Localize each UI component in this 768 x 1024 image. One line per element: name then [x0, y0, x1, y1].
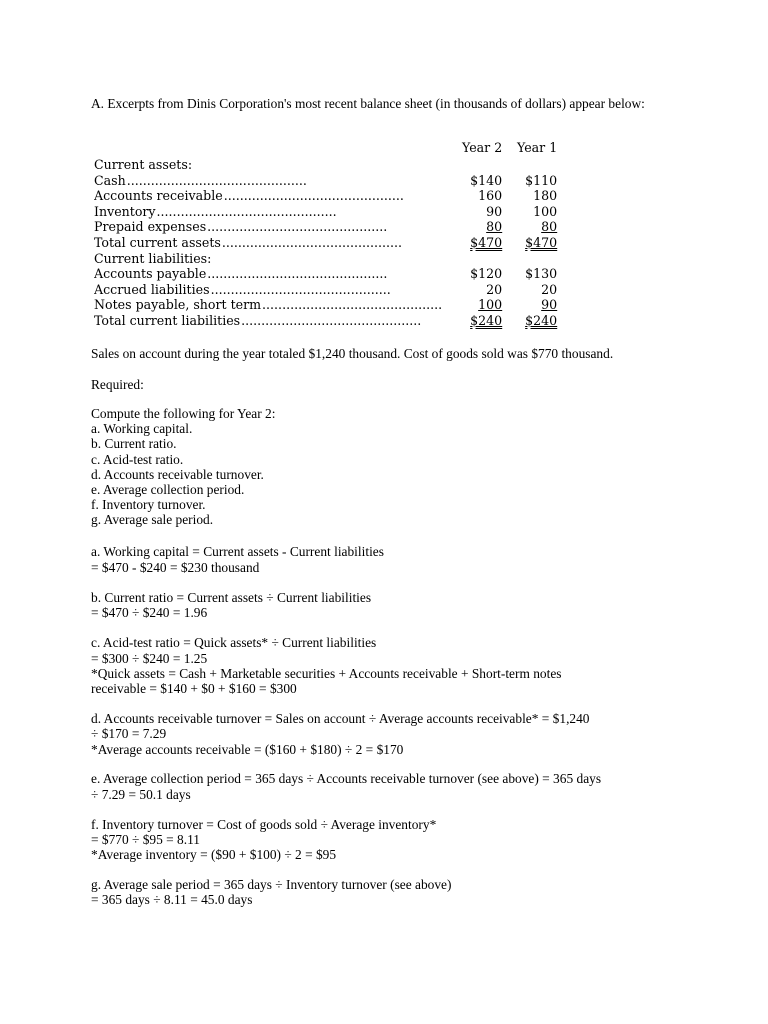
list-item: e. Average collection period. — [91, 482, 245, 497]
list-item: a. Working capital. — [91, 421, 193, 436]
intro-paragraph: A. Excerpts from Dinis Corporation's most recent balance sheet (in thousands of dollars) appear below: — [91, 96, 645, 111]
row-label: Total current assets............................................. — [94, 234, 403, 250]
answer-a-line: a. Working capital = Current assets - Current liabilities — [91, 544, 384, 559]
answer-c-line: receivable = $140 + $0 + $160 = $300 — [91, 681, 297, 696]
list-item: g. Average sale period. — [91, 512, 214, 527]
table-row — [94, 235, 557, 251]
year1-value: 90 — [541, 297, 558, 313]
list-item: c. Acid-test ratio. — [91, 452, 184, 467]
list-item: d. Accounts receivable turnover. — [91, 467, 264, 482]
year1-value: 100 — [533, 203, 558, 219]
year2-value: 160 — [478, 188, 503, 204]
table-row — [94, 282, 557, 298]
year2-value: 20 — [486, 281, 503, 297]
answer-g-line: g. Average sale period = 365 days ÷ Inventory turnover (see above) — [91, 877, 452, 892]
answer-d-line: d. Accounts receivable turnover = Sales on account ÷ Average accounts receivable* = $1,240 — [91, 711, 590, 726]
row-label: Current liabilities: — [94, 250, 212, 266]
year1-total: $470 — [525, 234, 558, 250]
answer-c-line: = $300 ÷ $240 = 1.25 — [91, 651, 208, 666]
row-label: Cash............................................. — [94, 172, 307, 188]
answer-b-line: = $470 ÷ $240 = 1.96 — [91, 605, 208, 620]
year1-value: 180 — [533, 188, 558, 204]
answer-c-line: c. Acid-test ratio = Quick assets* ÷ Current liabilities — [91, 635, 377, 650]
row-label: Current assets: — [94, 157, 193, 172]
year2-value: 100 — [478, 297, 503, 313]
year2-total: $470 — [470, 234, 503, 250]
table-row — [94, 266, 557, 282]
table-row — [94, 297, 557, 313]
answer-d-line: ÷ $170 = 7.29 — [91, 726, 167, 741]
year2-value: $120 — [470, 266, 503, 282]
answer-b-line: b. Current ratio = Current assets ÷ Current liabilities — [91, 590, 372, 605]
balance-sheet-table — [94, 139, 557, 329]
year1-header: Year 1 — [516, 140, 558, 156]
list-item: f. Inventory turnover. — [91, 497, 206, 512]
table-header-row — [94, 139, 557, 157]
table-row — [94, 173, 557, 189]
table-row — [94, 251, 557, 267]
year1-value: $130 — [525, 266, 558, 282]
answer-a-line: = $470 - $240 = $230 thousand — [91, 560, 260, 575]
table-row — [94, 188, 557, 204]
year2-total: $240 — [470, 312, 503, 328]
sales-statement: Sales on account during the year totaled $1,240 thousand. Cost of goods sold was $770 thousand. — [91, 346, 614, 361]
year1-value: $110 — [525, 172, 558, 188]
compute-heading: Compute the following for Year 2: — [91, 406, 276, 421]
answer-e-line: e. Average collection period = 365 days ÷ Accounts receivable turnover (see above) = 365 days — [91, 771, 602, 786]
row-label: Notes payable, short term............................................. — [94, 297, 443, 313]
answer-c-line: *Quick assets = Cash + Marketable securities + Accounts receivable + Short-term notes — [91, 666, 562, 681]
row-label: Accrued liabilities............................................. — [94, 281, 391, 297]
row-label: Total current liabilities............................................. — [94, 312, 422, 328]
table-row — [94, 157, 557, 173]
table-row — [94, 313, 557, 329]
row-label: Inventory............................................. — [94, 203, 337, 219]
year1-total: $240 — [525, 312, 558, 328]
year2-value: $140 — [470, 172, 503, 188]
answer-e-line: ÷ 7.29 = 50.1 days — [91, 787, 191, 802]
answer-f-line: = $770 ÷ $95 = 8.11 — [91, 832, 200, 847]
year2-value: 80 — [486, 219, 503, 235]
table-row — [94, 219, 557, 235]
answer-f-line: f. Inventory turnover = Cost of goods sold ÷ Average inventory* — [91, 817, 437, 832]
row-label: Accounts payable............................................. — [94, 266, 388, 282]
answer-f-line: *Average inventory = ($90 + $100) ÷ 2 = $95 — [91, 847, 337, 862]
required-heading: Required: — [91, 377, 144, 392]
answer-g-line: = 365 days ÷ 8.11 = 45.0 days — [91, 892, 253, 907]
year2-value: 90 — [486, 203, 503, 219]
table-row — [94, 204, 557, 220]
year2-header: Year 2 — [461, 140, 503, 156]
list-item: b. Current ratio. — [91, 436, 177, 451]
row-label: Accounts receivable............................................. — [94, 188, 404, 204]
answer-d-line: *Average accounts receivable = ($160 + $180) ÷ 2 = $170 — [91, 742, 404, 757]
year1-value: 20 — [541, 281, 558, 297]
year1-value: 80 — [541, 219, 558, 235]
row-label: Prepaid expenses............................................. — [94, 219, 388, 235]
